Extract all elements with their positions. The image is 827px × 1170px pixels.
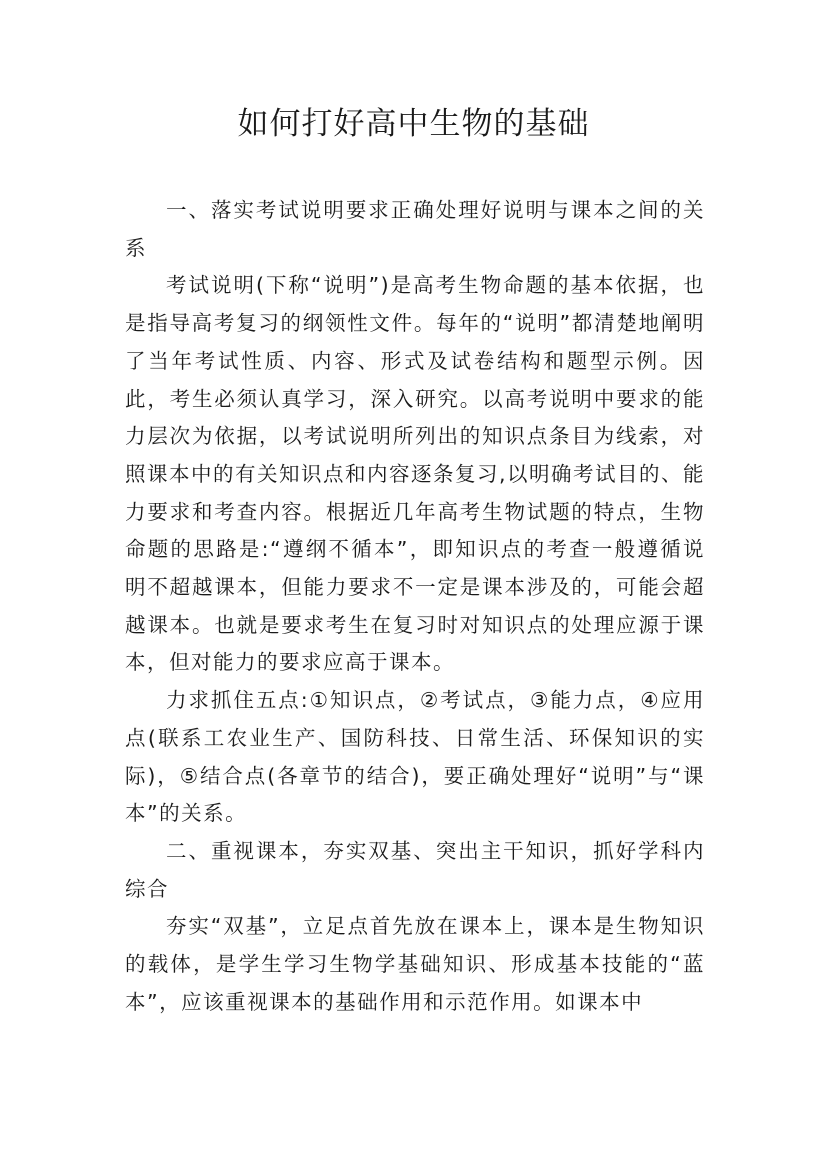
document-body xyxy=(125,192,705,1021)
paragraph-textbook: 夯实“双基”，立足点首先放在课本上，课本是生物知识的载体，是学生学习生物学基础知识、形成基本技能的“蓝本”，应该重视课本的基础作用和示范作用。如课本中 xyxy=(125,914,705,1014)
paragraph-five-points: 力求抓住五点:①知识点，②考试点，③能力点，④应用点(联系工农业生产、国防科技、日常生活、环保知识的实际)，⑤结合点(各章节的结合)，要正确处理好“说明”与“课本”的关系。 xyxy=(125,688,705,826)
document-title: 如何打好高中生物的基础 xyxy=(237,106,590,142)
section-heading-1: 一、落实考试说明要求正确处理好说明与课本之间的关系 xyxy=(125,198,705,260)
paragraph-exam-guide: 考试说明(下称“说明”)是高考生物命题的基本依据，也是指导高考复习的纲领性文件。每年的“说明”都清楚地阐明了当年考试性质、内容、形式及试卷结构和题型示例。因此，考生必须认真学习，深入研究。以高考说明中要求的能力层次为依据，以考试说明所列出的知识点条目为线索，对照课本中的有关知识点和内容逐条复习,以明确考试目的、能力要求和考查内容。根据近几年高考生物试题的特点，生物命题的思路是:“遵纲不循本”，即知识点的考查一般遵循说明不超越课本，但能力要求不一定是课本涉及的，可能会超越课本。也就是要求考生在复习时对知识点的处理应源于课本，但对能力的要求应高于课本。 xyxy=(125,273,706,675)
section-heading-2: 二、重视课本，夯实双基、突出主干知识，抓好学科内综合 xyxy=(125,838,705,901)
